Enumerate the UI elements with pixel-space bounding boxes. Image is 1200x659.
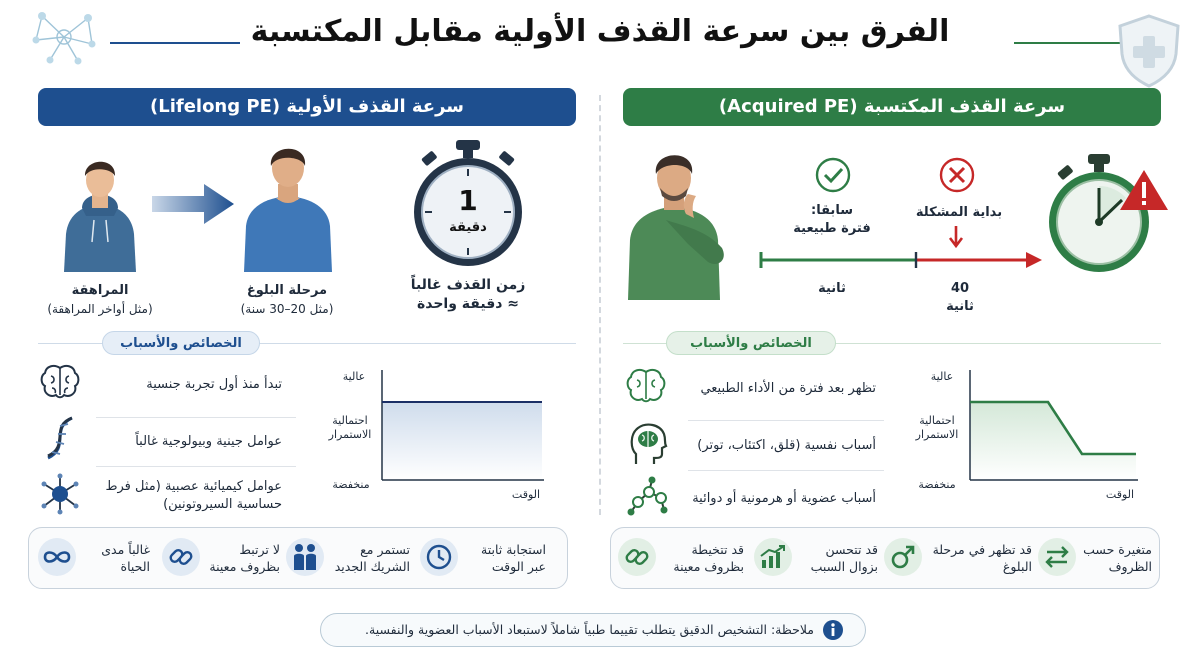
time-line2: ≈ دقيقة واحدة <box>416 296 520 312</box>
acquired-feature-4: قد تتخيطة بظروف معينة <box>673 542 744 574</box>
acquired-feature-2: قد تظهر في مرحلة البلوغ <box>932 542 1032 574</box>
neuron-icon <box>38 472 82 516</box>
lifelong-feature-2: تستمر مع الشريك الجديد <box>334 542 410 574</box>
timeline-right-unit: ثانية <box>946 299 974 314</box>
link-icon <box>167 543 195 571</box>
acquired-item-2: أسباب نفسية (قلق، اكتئاب، توتر) <box>697 438 876 453</box>
lifelong-feature-3: لا ترتبط بظروف معينة <box>209 542 280 574</box>
adult-title: مرحلة البلوغ <box>246 283 328 298</box>
lifelong-chart-low: منخفضة <box>332 478 370 491</box>
brain-icon <box>626 368 666 404</box>
before-title: سابقا: <box>811 203 853 218</box>
lifelong-feature-4: غالباً مدى الحياة <box>101 542 150 574</box>
thinking-man-figure <box>626 140 738 300</box>
stopwatch-unit: دقيقة <box>449 220 487 235</box>
lifelong-feature-1: استجابة ثابتة عبر الوقت <box>481 542 546 574</box>
onset-label: بداية المشكلة <box>915 205 1003 220</box>
acquired-feature-1: متغيرة حسب الظروف <box>1083 542 1152 574</box>
acquired-chart-time: الوقت <box>1105 488 1135 501</box>
adult-caption <box>222 282 352 318</box>
acquired-chart-high: عالية <box>930 370 954 383</box>
adult-figure <box>240 136 336 272</box>
teen-caption <box>36 282 164 318</box>
acquired-feature-3: قد تتحسن بزوال السبب <box>810 542 878 574</box>
medical-shield-icon <box>1114 12 1184 90</box>
lifelong-item-separator <box>96 417 296 418</box>
acquired-chart-area <box>970 402 1136 480</box>
acquired-section-title: الخصائص والأسباب <box>666 331 836 355</box>
note-text: ملاحظة: التشخيص الدقيق يتطلب تقييما طبياً شاملاً لاستبعاد الأسباب العضوية والنفسية. <box>365 622 814 637</box>
acquired-item-3: أسباب عضوية أو هرمونية أو دوائية <box>692 491 876 506</box>
couple-icon <box>290 542 320 572</box>
trend-up-icon <box>759 544 787 570</box>
lifelong-item-2: عوامل جينية وبيولوجية غالباً <box>135 434 282 449</box>
lifelong-section-title: الخصائص والأسباب <box>102 331 260 355</box>
timeline-left-label: ثانية <box>818 281 846 296</box>
acquired-chart <box>964 368 1140 484</box>
acquired-item-separator <box>688 470 884 471</box>
onset-arrow <box>950 226 962 246</box>
acquired-banner: سرعة القذف المكتسبة (Acquired PE) <box>623 88 1161 126</box>
x-mark-icon <box>938 156 976 194</box>
brain-icon <box>40 364 80 400</box>
male-icon <box>889 543 917 571</box>
lifelong-banner: سرعة القذف الأولية (Lifelong PE) <box>38 88 576 126</box>
link-icon <box>623 543 651 571</box>
timeline-right-caption <box>928 280 992 316</box>
infinity-icon <box>42 548 72 566</box>
stopwatch-value: 1 <box>458 184 478 217</box>
lifelong-item-3: عوامل كيميائية عصبية (مثل فرط حساسية السيروتونين) <box>105 479 282 512</box>
check-icon <box>814 156 852 194</box>
head-brain-icon <box>628 420 668 466</box>
lifelong-chart-area <box>382 402 542 480</box>
acquired-chart-low: منخفضة <box>918 478 956 491</box>
lifelong-item-separator <box>96 466 296 467</box>
teen-title: المراهقة <box>71 283 129 298</box>
lifelong-chart <box>376 368 546 484</box>
acquired-item-separator <box>688 420 884 421</box>
lifelong-item-1: تبدأ منذ أول تجربة جنسية <box>146 377 282 392</box>
before-subtitle: فترة طبيعية <box>793 221 871 236</box>
time-line1: زمن القذف غالباً <box>410 277 526 293</box>
lifelong-chart-axis-label: احتمالية الاستمرار <box>328 414 372 441</box>
info-icon <box>822 619 844 641</box>
acquired-item-1: تظهر بعد فترة من الأداء الطبيعي <box>700 381 876 396</box>
column-divider <box>599 95 601 515</box>
molecule-icon <box>626 474 672 516</box>
acquired-chart-axis-label: احتمالية الاستمرار <box>915 414 959 441</box>
adult-subtitle: (مثل 20–30 سنة) <box>240 302 334 316</box>
timeline-right-value: 40 <box>950 281 970 296</box>
progression-arrow-icon <box>152 182 236 226</box>
lifelong-chart-time: الوقت <box>511 488 541 501</box>
lifelong-time-caption <box>400 276 536 314</box>
timeline <box>756 222 1046 274</box>
teen-figure <box>58 150 142 272</box>
arrows-icon <box>1043 545 1071 569</box>
dna-icon <box>40 414 80 462</box>
stopwatch-alert-icon <box>1044 150 1170 278</box>
clock-icon <box>426 544 452 570</box>
teen-subtitle: (مثل أواخر المراهقة) <box>47 302 153 316</box>
lifelong-chart-high: عالية <box>342 370 366 383</box>
page-title: الفرق بين سرعة القذف الأولية مقابل المكتسبة <box>250 14 950 49</box>
